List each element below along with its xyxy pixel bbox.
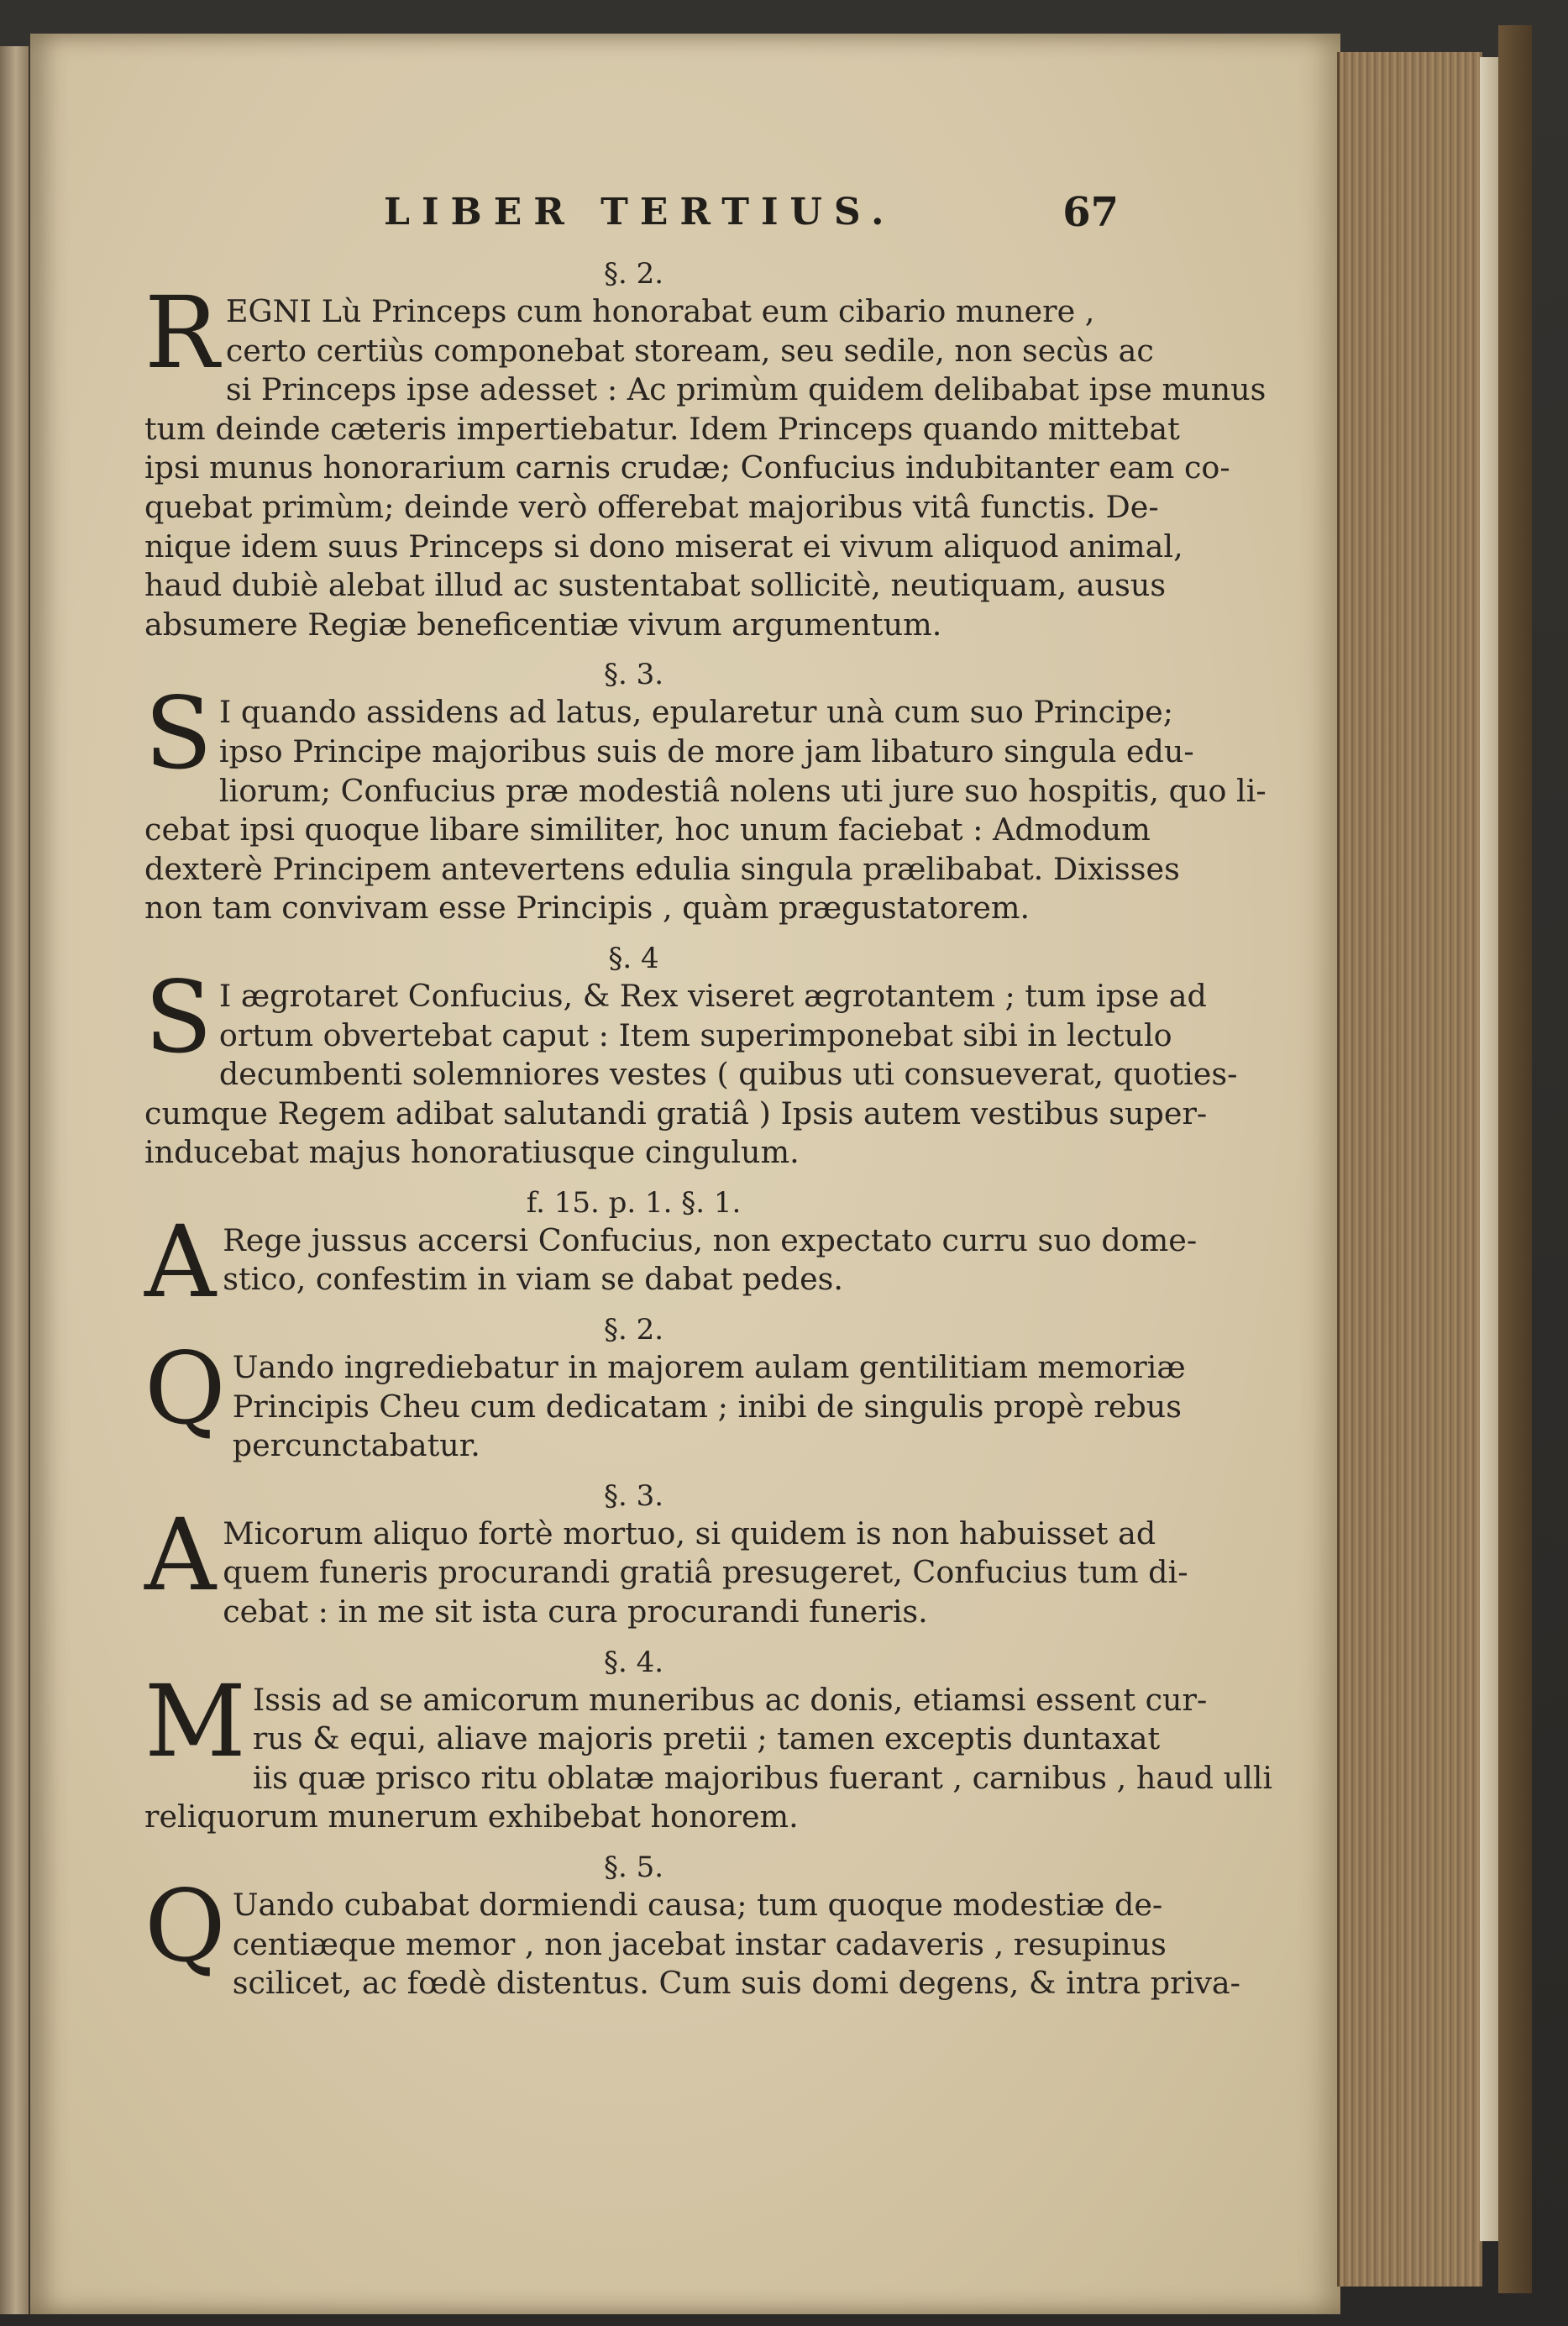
paragraph [144, 275, 1266, 644]
paragraph [144, 1331, 1186, 1466]
section-heading: §. 3. [603, 658, 664, 692]
section-heading: §. 4 [608, 941, 659, 975]
drop-cap: S [144, 958, 212, 1075]
text-line: tum deinde cæteris impertiebatur. Idem Princeps quando mittebat [144, 410, 1180, 447]
text-line: rus & equi, aliave majoris pretii ; tamen exceptis duntaxat [252, 1720, 1161, 1757]
text-line: stico, confestim in viam se dabat pedes. [223, 1261, 844, 1298]
text-line: dexterè Principem antevertens edulia singula prælibabat. Dixisses [144, 850, 1180, 887]
text-line: non tam convivam esse Principis , quàm prægustatorem. [144, 890, 1030, 927]
section-heading: §. 5. [603, 1851, 664, 1884]
text-line: iis quæ prisco ritu oblatæ majoribus fuerant , carnibus , haud ulli [252, 1759, 1273, 1796]
section-heading: §. 2. [603, 257, 664, 291]
book-cover-edge [1498, 25, 1532, 2293]
text-line: certo certiùs componebat stoream, seu sedile, non secùs ac [225, 332, 1154, 369]
text-line: si Princeps ipse adesset : Ac primùm quidem delibabat ipse munus [225, 371, 1266, 408]
paragraph [144, 1662, 1273, 1837]
text-line: Issis ad se amicorum muneribus ac donis, etiamsi essent cur- [252, 1681, 1208, 1718]
text-line: cumque Regem adibat salutandi gratiâ ) Ipsis autem vestibus super- [144, 1095, 1208, 1131]
text-line: Micorum aliquo fortè mortuo, si quidem is non habuisset ad [223, 1515, 1156, 1552]
page-number: 67 [1062, 189, 1119, 236]
text-line: percunctabatur. [232, 1427, 480, 1464]
text-line: nique idem suus Princeps si dono miserat ei vivum aliquod animal, [144, 528, 1183, 564]
text-line: ipso Principe majoribus suis de more jam libaturo singula edu- [218, 732, 1194, 769]
text-line: decumbenti solemniores vestes ( quibus uti consueverat, quoties- [218, 1056, 1238, 1093]
text-line: quem funeris procurandi gratiâ presugeret, Confucius tum di- [223, 1554, 1188, 1591]
page-edge-highlight [1480, 57, 1498, 2241]
text-line: scilicet, ac fœdè distentus. Cum suis domi degens, & intra priva- [232, 1965, 1240, 2002]
paragraph [144, 675, 1266, 928]
text-block [144, 189, 1273, 2003]
paragraph [144, 958, 1238, 1173]
text-line: I ægrotaret Confucius, & Rex viseret ægrotantem ; tum ipse ad [218, 977, 1207, 1014]
drop-cap: Q [144, 1331, 226, 1447]
paragraph [144, 1868, 1240, 2003]
drop-cap: S [144, 675, 212, 792]
text-line: EGNI Lù Princeps cum honorabat eum cibario munere , [225, 293, 1095, 329]
text-line: cebat ipsi quoque libare similiter, hoc unum faciebat : Admodum [144, 811, 1151, 848]
page-edges [1337, 52, 1482, 2287]
drop-cap: A [144, 1496, 217, 1613]
text-line: absumere Regiæ beneficentiæ vivum argumentum. [144, 606, 942, 643]
text-line: reliquorum munerum exhibebat honorem. [144, 1798, 799, 1835]
drop-cap: R [144, 275, 219, 391]
text-line: Uando ingrediebatur in majorem aulam gentilitiam memoriæ [232, 1349, 1186, 1386]
paragraph [144, 1203, 1198, 1320]
text-line: ortum obvertebat caput : Item superimponebat sibi in lectulo [218, 1016, 1172, 1053]
text-line: liorum; Confucius præ modestiâ nolens uti jure suo hospitis, quo li- [218, 772, 1266, 809]
facing-page-edge [0, 46, 30, 2314]
text-line: inducebat majus honoratiusque cingulum. [144, 1134, 800, 1171]
drop-cap: A [144, 1203, 217, 1320]
section-heading: §. 2. [603, 1313, 664, 1347]
text-line: centiæque memor , non jacebat instar cadaveris , resupinus [232, 1925, 1167, 1962]
text-line: cebat : in me sit ista cura procurandi funeris. [223, 1594, 928, 1630]
text-line: Rege jussus accersi Confucius, non expectato curru suo dome- [223, 1221, 1198, 1258]
text-line: Uando cubabat dormiendi causa; tum quoque modestiæ de- [232, 1887, 1163, 1923]
text-line: I quando assidens ad latus, epularetur unà cum suo Principe; [218, 694, 1174, 731]
text-line: quebat primùm; deinde verò offerebat majoribus vitâ functis. De- [144, 488, 1159, 525]
drop-cap: Q [144, 1868, 226, 1984]
drop-cap: M [144, 1662, 246, 1779]
section-heading: f. 15. p. 1. §. 1. [526, 1185, 742, 1220]
section-heading: §. 4. [603, 1645, 664, 1679]
text-line: Principis Cheu cum dedicatam ; inibi de singulis propè rebus [232, 1388, 1183, 1425]
text-line: ipsi munus honorarium carnis crudæ; Confucius indubitanter eam co- [144, 449, 1230, 486]
running-title: LIBER TERTIUS. [384, 191, 896, 234]
text-line: haud dubiè alebat illud ac sustentabat sollicitè, neutiquam, ausus [144, 567, 1167, 604]
section-heading: §. 3. [603, 1478, 664, 1513]
paragraph [144, 1496, 1188, 1632]
running-header [144, 189, 1123, 252]
